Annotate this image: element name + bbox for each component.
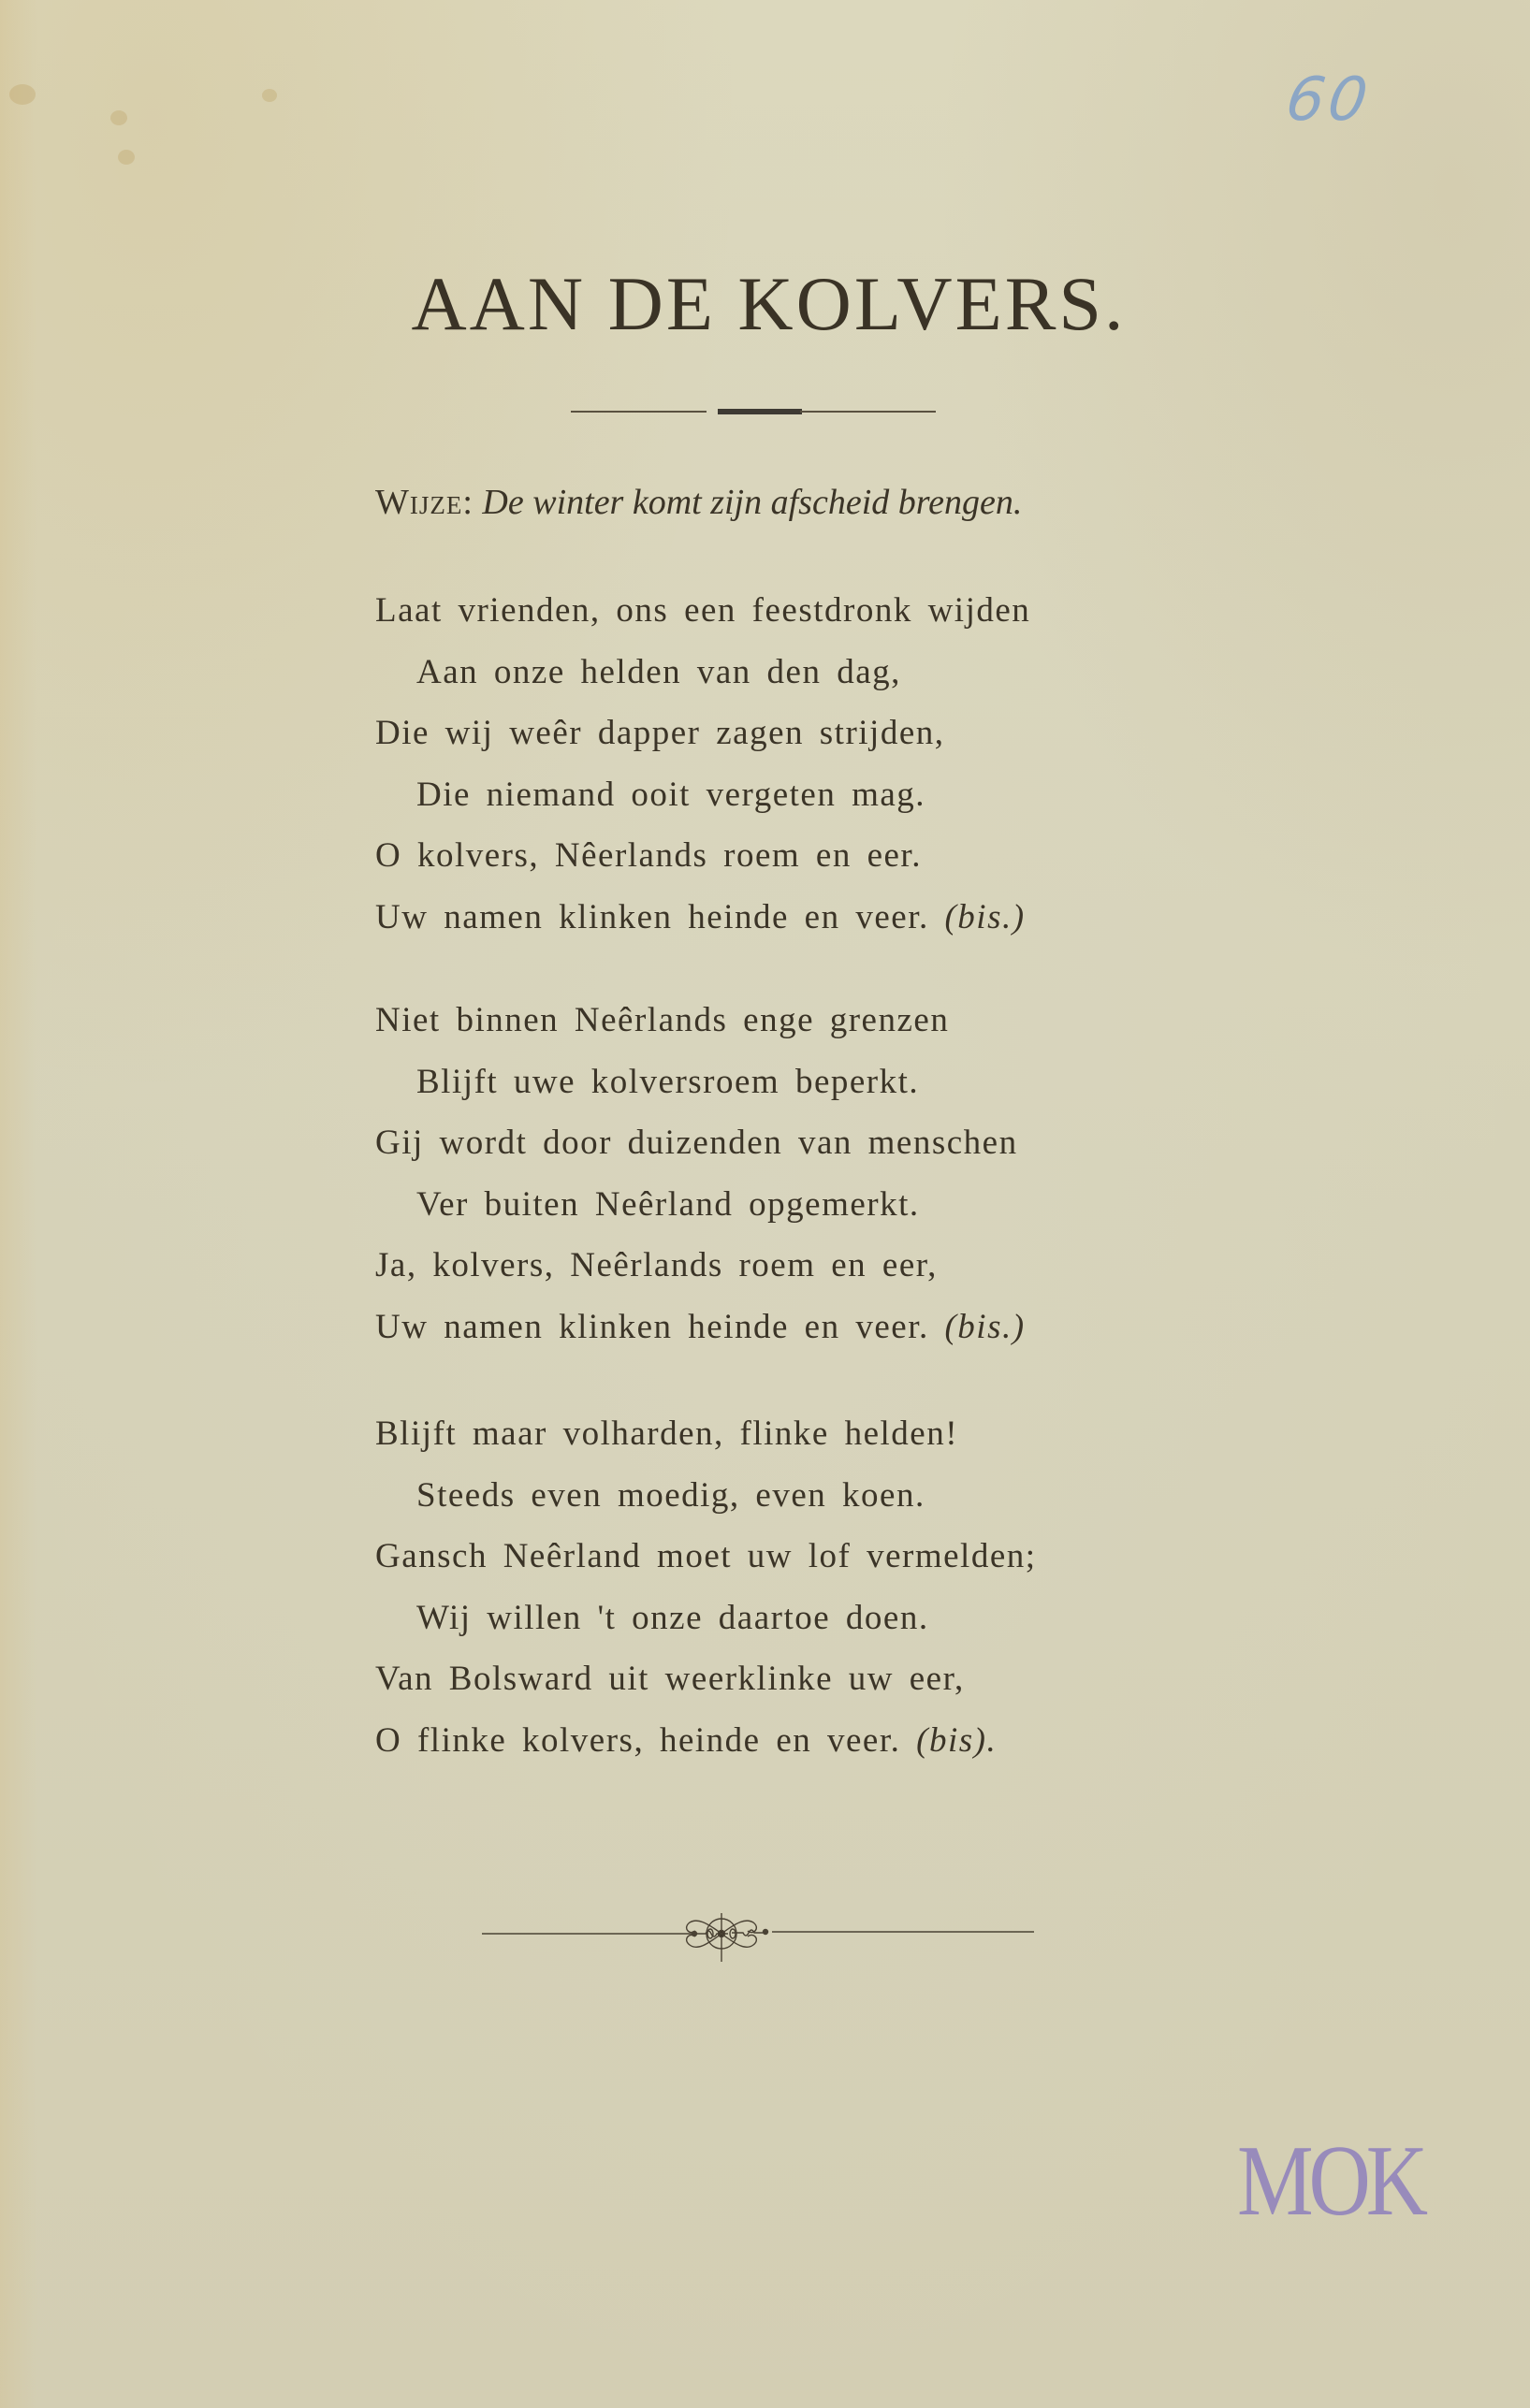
decorative-rule-icon	[571, 409, 936, 414]
melody-label: Wijze:	[375, 483, 474, 522]
foxing-spot	[110, 110, 127, 125]
melody-note	[375, 482, 1022, 523]
verse-line: Ver buiten Neêrland opgemerkt.	[416, 1184, 920, 1224]
verse-line: Niet binnen Neêrlands enge grenzen	[375, 1001, 950, 1039]
rule-line-left	[571, 411, 707, 413]
verse-line: Uw namen klinken heinde en veer. (bis.)	[375, 1307, 1026, 1346]
foxing-spot	[262, 89, 277, 102]
verse-line: Gansch Neêrland moet uw lof vermelden;	[375, 1537, 1037, 1575]
verse-line: Steeds even moedig, even koen.	[416, 1475, 925, 1515]
verse-line: Van Bolsward uit weerklinke uw eer,	[375, 1660, 965, 1698]
verse-line: O flinke kolvers, heinde en veer. (bis).	[375, 1720, 998, 1760]
repeat-marker: (bis.)	[944, 1307, 1026, 1346]
stanza-1	[375, 580, 1030, 948]
verse-line: Die niemand ooit vergeten mag.	[416, 775, 926, 814]
verse-line: Die wij weêr dapper zagen strijden,	[375, 714, 945, 752]
foxing-spot	[118, 150, 135, 165]
rule-line-right	[800, 411, 936, 413]
stanza-3	[375, 1403, 1037, 1771]
verse-line: Ja, kolvers, Neêrlands roem en eer,	[375, 1246, 938, 1284]
page-number-annotation: 60	[1281, 65, 1376, 135]
repeat-marker: (bis).	[916, 1720, 998, 1760]
library-stamp: MOK	[1237, 2125, 1423, 2237]
verse-line: O kolvers, Nêerlands roem en eer.	[375, 836, 922, 875]
verse-line: Wij willen 't onze daartoe doen.	[416, 1598, 929, 1637]
rule-center-bar	[718, 409, 802, 414]
verse-line: Laat vrienden, ons een feestdronk wijden	[375, 591, 1031, 630]
verse-line: Blijft uwe kolversroem beperkt.	[416, 1062, 920, 1101]
poem-title: AAN DE KOLVERS.	[411, 261, 1127, 346]
foxing-spot	[9, 84, 36, 105]
verse-line: Uw namen klinken heinde en veer. (bis.)	[375, 897, 1026, 936]
scroll-ornament-icon	[482, 1913, 1043, 1969]
melody-tune: De winter komt zijn afscheid brengen.	[482, 483, 1023, 522]
verse-line: Aan onze helden van den dag,	[416, 652, 901, 691]
verse-line: Gij wordt door duizenden van menschen	[375, 1124, 1018, 1162]
verse-line: Blijft maar volharden, flinke helden!	[375, 1414, 959, 1453]
stanza-2	[375, 990, 1026, 1357]
repeat-marker: (bis.)	[944, 897, 1026, 936]
